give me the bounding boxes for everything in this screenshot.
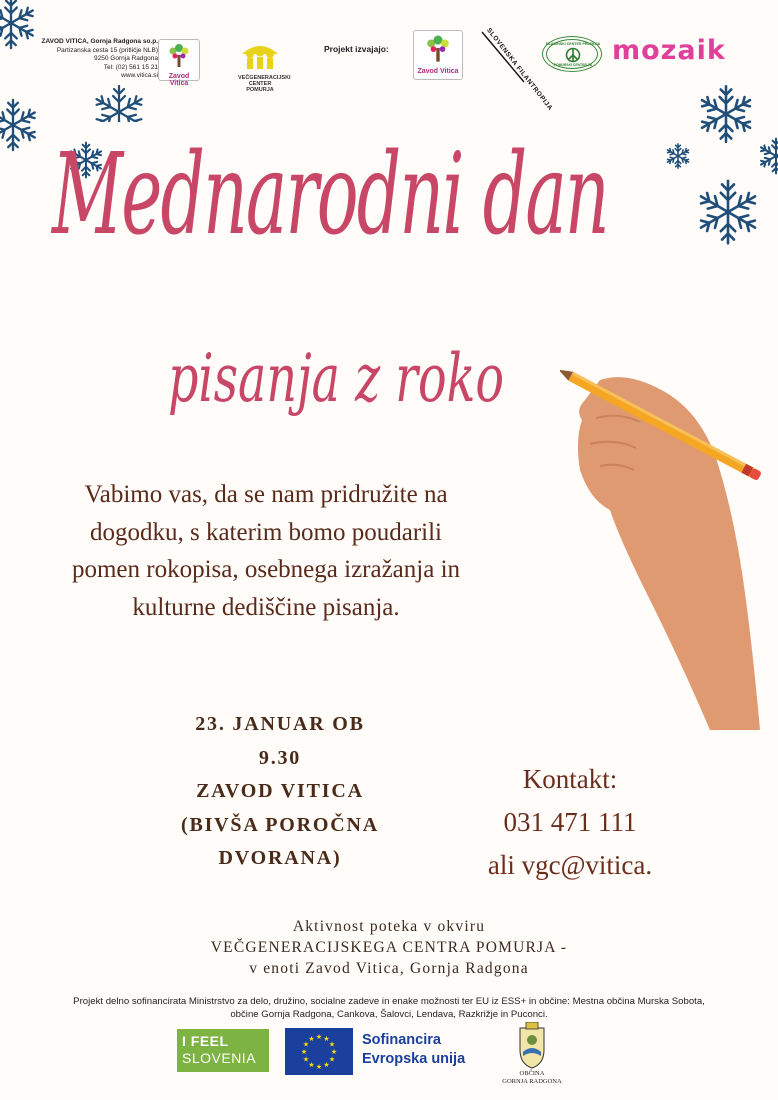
snowflake-icon — [692, 176, 764, 248]
intro-line: dogodku, s katerim bomo poudarili — [89, 518, 443, 546]
eu-star: ★ — [315, 1063, 323, 1071]
vgc-logo — [238, 40, 291, 94]
eu-star: ★ — [330, 1048, 338, 1056]
obcina-label — [496, 1070, 568, 1085]
eu-flag-icon — [285, 1028, 353, 1075]
slovenska-filantropija-label: SLOVENSKA FILANTROPIJA — [485, 26, 554, 113]
snowflake-icon — [0, 0, 40, 52]
obcina-line-2: GORNJA RADGONA — [502, 1077, 562, 1085]
contact-phone: 031 471 111 — [503, 807, 637, 837]
activity-line: v enoti Zavod Vitica, Gornja Radgona — [249, 960, 529, 977]
ring-bottom-label: POMURSKI CENTER ZA — [553, 63, 593, 67]
snowflake-icon — [756, 136, 778, 176]
slovenska-filantropija-logo — [474, 26, 554, 113]
eu-star: ★ — [300, 1048, 308, 1056]
eu-star: ★ — [308, 1035, 315, 1044]
ifeel-line-2: SLOVENIA — [182, 1050, 257, 1066]
address-line: www.vitica.si — [121, 72, 158, 80]
intro-text — [20, 476, 512, 626]
address-line: 9250 Gornja Radgona — [94, 55, 158, 63]
people-icon — [238, 40, 282, 70]
tree-icon — [421, 33, 455, 63]
eu-stars-icon — [285, 1028, 353, 1075]
peace-icon — [565, 47, 581, 63]
eu-star: ★ — [323, 1035, 330, 1044]
event-line: ZAVOD VITICA — [196, 780, 364, 802]
intro-line: kulturne dediščine pisanja. — [132, 593, 400, 621]
eu-star: ★ — [315, 1033, 323, 1041]
event-line: 9.30 — [258, 746, 302, 769]
hand-with-pencil-illustration — [560, 360, 778, 730]
ring-top-label: MLADINSKI CENTER PRLEKIJA — [545, 42, 601, 46]
funding-line: občine Gornja Radgona, Cankova, Šalovci, Lendava, Razkrižje in Puconci. — [230, 1009, 548, 1020]
activity-note — [100, 916, 678, 979]
mozaik-label: mozaik — [612, 35, 726, 66]
contact-email: ali vgc@vitica. — [487, 850, 653, 880]
event-line: (BIVŠA POROČNA — [181, 813, 379, 836]
partners-label: Projekt izvajajo: — [324, 44, 389, 54]
eu-line-2: Evropska unija — [362, 1051, 466, 1067]
address-line: ZAVOD VITICA, Gornja Radgona so.p. — [41, 38, 158, 45]
snowflake-icon — [0, 96, 42, 154]
zavod-vitica-logo — [158, 39, 200, 87]
address-line: Tel: (02) 561 15 21 — [103, 63, 158, 71]
eu-cofinance-label — [362, 1031, 465, 1069]
funding-note — [20, 995, 758, 1021]
obcina-line-1: OBČINA — [519, 1070, 545, 1077]
eu-star: ★ — [328, 1040, 336, 1049]
funding-line: Projekt delno sofinancirata Ministrstvo za delo, družino, socialne zadeve in enake možnosti ter EU iz ESS+ in občine: Mestna občina Murska Sobota, — [73, 996, 705, 1007]
activity-line: Aktivnost poteka v okviru — [292, 918, 486, 935]
event-line: DVORANA) — [218, 847, 342, 869]
gornja-radgona-coat-of-arms-icon — [510, 1022, 554, 1070]
tree-icon — [164, 42, 194, 68]
contact-label: Kontakt: — [522, 764, 618, 794]
intro-line: Vabimo vas, da se nam pridružite na — [84, 481, 448, 508]
vgc-logo-label: VEČGENERACIJSKI CENTER POMURJA — [238, 75, 291, 93]
eu-star: ★ — [302, 1055, 310, 1064]
address-line: Partizanska cesta 15 (pritličje NLB) — [56, 46, 158, 54]
snowflake-icon — [664, 142, 692, 170]
zavod-vitica-label: Zavod Vitica — [168, 73, 190, 87]
title-line-1: Mednarodni dan — [52, 130, 608, 260]
partner-zavod-vitica-label: Zavod Vitica — [417, 68, 459, 75]
ifeel-line-1: I FEEL — [182, 1033, 229, 1049]
eu-star: ★ — [302, 1040, 310, 1049]
contact-block — [470, 758, 670, 887]
activity-line: VEČGENERACIJSKEGA CENTRA POMURJA - — [210, 939, 568, 956]
organization-address — [36, 38, 158, 81]
partner-zavod-vitica-logo — [413, 30, 463, 80]
snowflake-icon — [84, 82, 154, 122]
i-feel-slovenia-logo — [177, 1029, 269, 1072]
title-line-2: pisanja z roko — [168, 340, 504, 417]
event-details — [150, 708, 410, 876]
mcp-ring-logo — [542, 36, 604, 74]
eu-line-1: Sofinancira — [362, 1032, 441, 1048]
eu-star: ★ — [328, 1055, 336, 1064]
intro-line: pomen rokopisa, osebnega izražanja in — [71, 556, 461, 583]
eu-star: ★ — [308, 1060, 315, 1069]
event-line: 23. JANUAR OB — [195, 713, 365, 735]
eu-star: ★ — [323, 1060, 330, 1069]
snowflake-icon — [694, 82, 758, 146]
mozaik-logo — [612, 36, 756, 66]
